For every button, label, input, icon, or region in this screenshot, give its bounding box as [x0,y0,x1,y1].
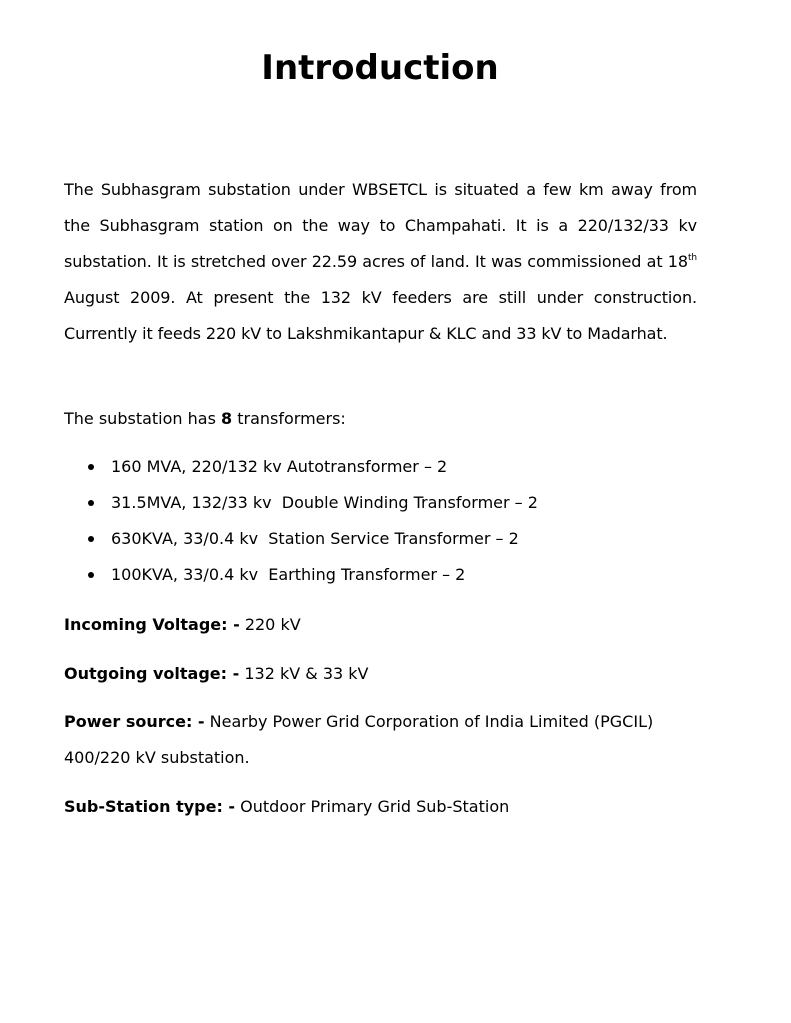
transformer-list [64,449,538,593]
bullet-icon [88,464,94,470]
outgoing-voltage-value: 132 kV & 33 kV [239,664,369,683]
power-source-value: Nearby Power Grid Corporation of India Limited (PGCIL) 400/220 kV substation. [64,712,654,767]
ordinal-suffix: th [687,253,697,263]
bullet-icon [88,572,94,578]
intro-text-part1: The Subhasgram substation under WBSETCL is situated a few km away from the Subhasgram station on the way to Champahati. It is a 220/132/33 kv substation. It is stretched over 22.59 acres of land. It was commissioned at 18 [64,180,697,271]
list-item [64,521,538,557]
substation-type-value: Outdoor Primary Grid Sub-Station [235,797,510,816]
bullet-icon [88,536,94,542]
transformer-count-line [64,401,346,437]
intro-text-part2: August 2009. At present the 132 kV feeders are still under construction. Currently it feeds 220 kV to Lakshmikantapur & KLC and 33 kV to Madarhat. [64,288,697,343]
transformer-count: 8 [221,409,233,428]
list-item-text: 31.5MVA, 132/33 kv Double Winding Transformer – 2 [111,493,538,512]
outgoing-voltage-line [64,656,368,692]
substation-type-line [64,789,509,825]
bullet-icon [88,500,94,506]
outgoing-voltage-label: Outgoing voltage: - [64,664,240,683]
list-item-text: 630KVA, 33/0.4 kv Station Service Transformer – 2 [111,529,519,548]
list-item [64,485,538,521]
substation-type-label: Sub-Station type: - [64,797,236,816]
list-item [64,557,538,593]
power-source-line [64,704,704,776]
list-item [64,449,538,485]
page-title: Introduction [261,48,499,88]
list-item-text: 160 MVA, 220/132 kv Autotransformer – 2 [111,457,448,476]
incoming-voltage-value: 220 kV [239,615,301,634]
intro-paragraph [64,172,697,352]
list-item-text: 100KVA, 33/0.4 kv Earthing Transformer – 2 [111,565,466,584]
transformer-count-prefix: The substation has [64,409,221,428]
incoming-voltage-line [64,607,301,643]
power-source-label: Power source: - [64,712,205,731]
incoming-voltage-label: Incoming Voltage: - [64,615,240,634]
transformer-count-suffix: transformers: [232,409,346,428]
